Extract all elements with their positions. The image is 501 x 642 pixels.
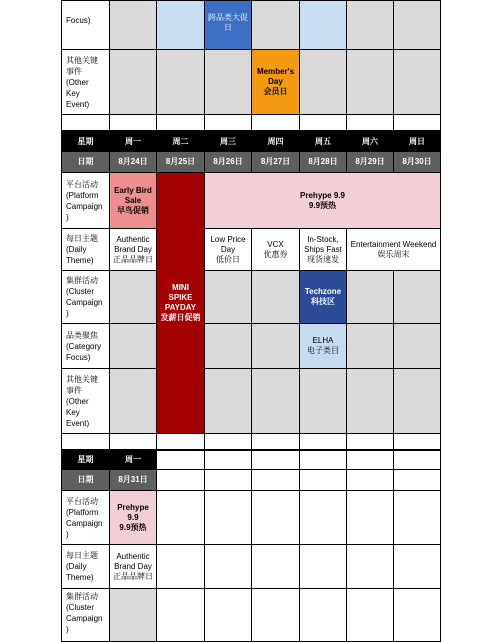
row-label-focus: Focus) [61,0,110,50]
sp1-line-b [156,114,157,131]
category-sat [346,323,394,369]
vcx-voucher: VCX 优惠券 [251,228,300,271]
date-aug26: 8月26日 [204,151,252,173]
header-thu: 周四 [251,131,300,152]
date-aug25: 8月25日 [156,151,205,173]
category-thu [251,323,300,369]
top-other-wed [204,49,252,115]
w3-date-label: 日期 [61,469,110,491]
authentic-brand-day: Authentic Brand Day 正品品牌日 [109,228,157,271]
w3-col-line-1 [204,450,205,642]
cluster-wed [204,270,252,324]
elha: ELHA 电子类目 [299,323,347,369]
date-aug28: 8月28日 [299,151,347,173]
top-other-fri [299,49,347,115]
cluster-mon [109,270,157,324]
sp1-line-a [109,114,110,131]
sp1-line-e [299,114,300,131]
mini-spike-payday: MINI SPIKE PAYDAY 发薪日促销 [156,172,205,434]
top-other-sun [393,49,441,115]
w3-col-line-4 [346,450,347,642]
other-thu [251,368,300,434]
top-other-tue [156,49,205,115]
category-wed [204,323,252,369]
header-wed: 周三 [204,131,252,152]
early-bird-sale: Early Bird Sale 早鸟促销 [109,172,157,229]
in-stock-ships-fast: In-Stock, Ships Fast 现货速发 [299,228,347,271]
row-label-category: 品类聚焦 (Category Focus) [61,323,110,369]
techzone: Techzone 科技区 [299,270,347,324]
row-label-platform: 平台活动 (Platform Campaign ) [61,172,110,229]
top-focus-sun [393,0,441,50]
top-other-sat [346,49,394,115]
entertainment-weekend: Entertainment Weekend 娱乐周末 [346,228,441,271]
date-aug24: 8月24日 [109,151,157,173]
category-sun [393,323,441,369]
cluster-sat [346,270,394,324]
w3-row-label-platform: 平台活动 (Platform Campaign ) [61,490,110,545]
cross-border-event: 跨品类大促 日 [204,0,252,50]
cluster-sun [393,270,441,324]
cluster-thu [251,270,300,324]
header-weekday: 星期 [61,131,110,152]
prehype-campaign: Prehype 9.9 9.9预热 [204,172,441,229]
date-aug27: 8月27日 [251,151,300,173]
sp2-line-f [346,433,347,450]
sp2-line-a [109,433,110,450]
w3-col-line-3 [299,450,300,642]
header-fri: 周五 [299,131,347,152]
w3-header-weekday: 星期 [61,450,110,470]
other-wed [204,368,252,434]
category-mon [109,323,157,369]
header-tue: 周二 [156,131,205,152]
w3-col-line-5 [393,450,394,642]
sp1-line-d [251,114,252,131]
row-label-daily: 每日主题 (Daily Theme) [61,228,110,271]
w3-authentic-brand-day: Authentic Brand Day 正品品牌日 [109,544,157,589]
sp1-line-f [346,114,347,131]
top-focus-thu [251,0,300,50]
w3-prehype: Prehype 9.9 9.9预热 [109,490,157,545]
row-label-cluster: 集群活动 (Cluster Campaign ) [61,270,110,324]
date-label: 日期 [61,151,110,173]
date-aug30: 8月30日 [393,151,441,173]
date-aug29: 8月29日 [346,151,394,173]
w3-col-line-2 [251,450,252,642]
top-focus-mon [109,0,157,50]
other-sat [346,368,394,434]
sp2-line-c [204,433,205,450]
top-other-mon [109,49,157,115]
other-fri [299,368,347,434]
sp1-line-g [393,114,394,131]
top-focus-tue [156,0,205,50]
w3-cluster-mon [109,588,157,642]
low-price-day: Low Price Day 低价日 [204,228,252,271]
top-focus-fri [299,0,347,50]
w3-header-mon: 周一 [109,450,157,470]
sp2-line-b [156,433,157,450]
other-sun [393,368,441,434]
sp2-line-d [251,433,252,450]
header-sat: 周六 [346,131,394,152]
sp2-line-g [393,433,394,450]
sp2-line-e [299,433,300,450]
header-mon: 周一 [109,131,157,152]
w3-row-label-cluster: 集群活动 (Cluster Campaign ) [61,588,110,642]
row-label-other-top: 其他关键 事件 (Other Key Event) [61,49,110,115]
w3-row-label-daily: 每日主题 (Daily Theme) [61,544,110,589]
sp1-line-c [204,114,205,131]
row-label-other: 其他关键 事件 (Other Key Event) [61,368,110,434]
w3-date-aug31: 8月31日 [109,469,157,491]
header-sun: 周日 [393,131,441,152]
top-focus-sat [346,0,394,50]
other-mon [109,368,157,434]
members-day: Member's Day 会员日 [251,49,300,115]
